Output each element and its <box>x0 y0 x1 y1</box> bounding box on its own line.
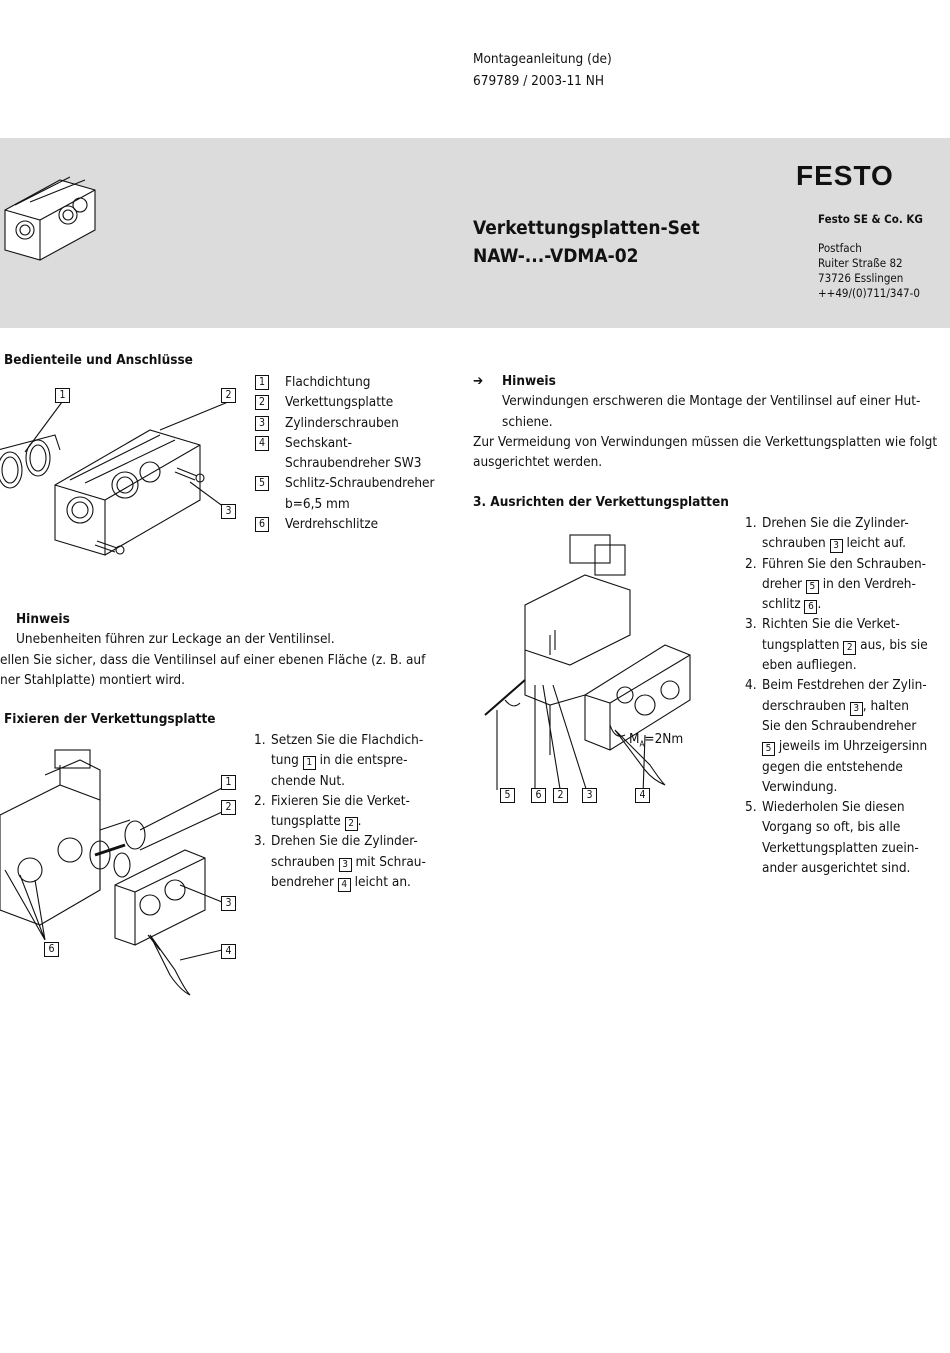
alignment-illustration <box>475 525 740 790</box>
document-reference <box>473 48 612 92</box>
section-2-heading: Fixieren der Verkettungsplatte <box>4 711 216 727</box>
step-text: leicht an. <box>350 874 411 891</box>
document-number: 679789 / 2003-11 NH <box>473 73 604 89</box>
legend-item <box>255 392 455 412</box>
festo-logo: FESTO <box>796 160 894 191</box>
title-line-2: NAW-...-VDMA-02 <box>473 245 639 267</box>
step-text: Wiederholen Sie diesen Vorgang so oft, bis alle Verkettungsplatten zuein- ander ausgerichtet sind. <box>762 799 919 877</box>
step-item <box>254 791 439 832</box>
legend-number: 3 <box>255 416 269 431</box>
address-line: 73726 Esslingen <box>818 271 904 285</box>
reference-box: 5 <box>762 742 775 756</box>
section-2-steps <box>254 730 439 892</box>
step-item <box>745 797 945 878</box>
mounting-illustration <box>0 740 245 1000</box>
step-text: Setzen Sie die Flachdich- tung <box>271 732 424 769</box>
callout-6: 6 <box>531 788 546 803</box>
reference-box: 5 <box>806 580 819 594</box>
title-line-1: Verkettungsplatten-Set <box>473 217 700 239</box>
step-text: Fixieren Sie die Verket- tungsplatte <box>271 792 410 830</box>
product-thumbnail <box>0 160 100 270</box>
callout-1: 1 <box>221 775 236 790</box>
step-item <box>745 513 945 554</box>
address-line: Postfach <box>818 241 862 255</box>
callout-5: 5 <box>500 788 515 803</box>
legend-number: 6 <box>255 517 269 532</box>
note-left <box>0 609 440 690</box>
reference-box: 2 <box>843 641 856 655</box>
legend-text: Schlitz-Schraubendreher b=6,5 mm <box>285 475 435 512</box>
step-number: 1. <box>745 515 757 531</box>
legend-text: Flachdichtung <box>285 374 371 390</box>
legend-item <box>255 473 455 514</box>
reference-box: 6 <box>804 600 817 614</box>
parts-legend <box>255 372 455 534</box>
document-title <box>473 214 700 270</box>
torque-symbol: M <box>629 731 640 747</box>
step-number: 1. <box>254 732 266 748</box>
step-item <box>745 675 945 797</box>
note-left-line: ner Stahlplatte) montiert wird. <box>0 671 185 688</box>
reference-box: 2 <box>345 817 358 831</box>
step-item <box>254 831 439 892</box>
callout-2: 2 <box>221 800 236 815</box>
legend-text: Zylinderschrauben <box>285 414 399 431</box>
section-1-heading: Bedienteile und Anschlüsse <box>4 352 193 368</box>
step-number: 4. <box>745 677 757 694</box>
step-number: 3. <box>745 616 757 633</box>
callout-2: 2 <box>221 388 236 403</box>
note-right-line: ausgerichtet werden. <box>473 454 603 471</box>
legend-item <box>255 413 455 433</box>
step-number: 5. <box>745 799 757 816</box>
step-text: in die entspre- chende Nut. <box>271 752 408 789</box>
note-left-line: ellen Sie sicher, dass die Ventilinsel auf einer ebenen Fläche (z. B. auf <box>0 651 426 668</box>
legend-number: 1 <box>255 375 269 390</box>
callout-2: 2 <box>553 788 568 803</box>
callout-4: 4 <box>221 944 236 959</box>
callout-3: 3 <box>221 504 236 519</box>
legend-number: 4 <box>255 436 269 451</box>
callout-3: 3 <box>582 788 597 803</box>
reference-box: 1 <box>303 756 316 770</box>
reference-box: 3 <box>850 702 863 716</box>
step-text: mit Schrau- bendreher <box>271 853 426 891</box>
legend-text: Verkettungsplatte <box>285 394 394 411</box>
step-text: Drehen Sie die Zylinder- schrauben 3 leicht auf. <box>762 515 909 552</box>
note-right <box>473 371 943 472</box>
step-text: Führen Sie den Schrauben- dreher 5 in den Verdreh- schlitz 6 . <box>762 555 927 613</box>
reference-box: 3 <box>339 858 352 872</box>
callout-1: 1 <box>55 388 70 403</box>
note-right-line: Verwindungen erschweren die Montage der Ventilinsel auf einer Hut- <box>502 393 921 410</box>
arrow-icon: ➔ <box>473 373 484 389</box>
step-text: Richten Sie die Verket- tungsplatten 2 aus, bis sie eben aufliegen. <box>762 616 928 674</box>
legend-item <box>255 514 455 534</box>
section-3-steps <box>745 513 945 878</box>
address-line: Ruiter Straße 82 <box>818 256 903 270</box>
callout-3: 3 <box>221 896 236 911</box>
step-number: 2. <box>254 792 266 809</box>
step-number: 3. <box>254 833 266 850</box>
note-right-line: Zur Vermeidung von Verwindungen müssen die Verkettungsplatten wie folgt <box>473 433 938 450</box>
company-address <box>818 212 923 301</box>
reference-box: 4 <box>338 878 351 892</box>
note-left-line: Unebenheiten führen zur Leckage an der Ventilinsel. <box>16 631 335 648</box>
step-item <box>254 730 439 791</box>
legend-item <box>255 372 455 392</box>
components-illustration <box>0 380 250 570</box>
step-text: . <box>357 813 362 830</box>
note-right-line: schiene. <box>502 413 553 430</box>
callout-4: 4 <box>635 788 650 803</box>
step-item <box>745 614 945 675</box>
callout-6: 6 <box>44 942 59 957</box>
legend-text: Verdrehschlitze <box>285 516 379 533</box>
step-item <box>745 554 945 615</box>
torque-subscript: A <box>639 739 645 749</box>
legend-text: Sechskant-Schraubendreher SW3 <box>285 434 422 472</box>
step-number: 2. <box>745 555 757 572</box>
legend-number: 2 <box>255 395 269 410</box>
torque-value: =2Nm <box>644 731 684 747</box>
company-name: Festo SE & Co. KG <box>818 212 923 226</box>
section-3-heading: 3. Ausrichten der Verkettungsplatten <box>473 494 729 510</box>
step-text: Drehen Sie die Zylinder- schrauben <box>271 833 418 870</box>
address-phone: ++49/(0)711/347-0 <box>818 286 920 300</box>
note-right-heading: Hinweis <box>502 373 556 389</box>
step-text: Beim Festdrehen der Zylin- derschrauben 3 , halten Sie den Schraubendreher 5 jeweils im Uhrzeigersinn gegen die entstehende Verwindung. <box>762 677 928 795</box>
torque-label <box>629 731 683 749</box>
document-type: Montageanleitung (de) <box>473 51 612 67</box>
note-left-heading: Hinweis <box>16 611 70 627</box>
reference-box: 3 <box>830 539 843 553</box>
legend-number: 5 <box>255 476 269 491</box>
legend-item <box>255 433 455 474</box>
